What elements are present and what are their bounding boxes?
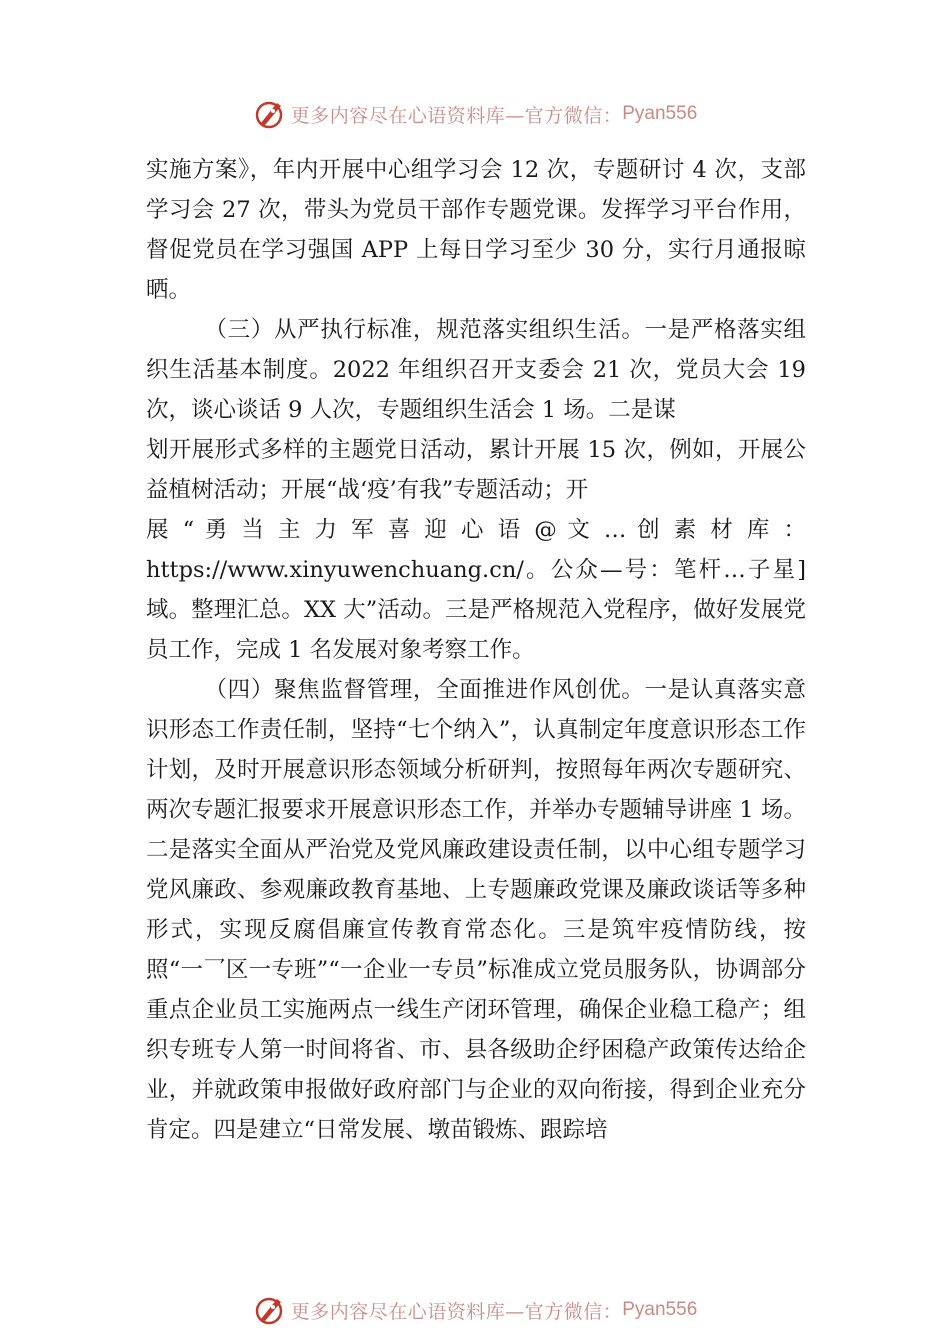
footer-brand-text: 更多内容尽在心语资料库—官方微信： <box>290 1300 623 1323</box>
paragraph-4: 展 “ 勇 当 主 力 军 喜 迎 心 语 @ 文 … 创 素 材 库 ： <box>146 517 806 543</box>
footer-watermark <box>0 1290 950 1330</box>
footer-wechat-id: Pyan556 <box>622 1299 698 1320</box>
pen-nib-circle-icon <box>253 97 287 131</box>
paragraph-6: （四）聚焦监督管理，全面推进作风创优。一是认真落实意识形态工作责任制，坚持“七个纳入”，认真制定年度意识形态工作计划，及时开展意识形态领域分析研判，按照每年两次专题研究、两次专题汇报要求开展意识形态工作，并举办专题辅导讲座 1 场。二是落实全面从严治党及党风廉政建设责任制，以中心组专题学习党风廉政、参观廉政教育基地、上专题廉政党课及廉政谈话等多种形式，实现反腐倡廉宣传教育常态化。三是筑牢疫情防线，按照“一⺂区一专班”“一企业一专员”标准成立党员服务队，协调部分重点企业员工实施两点一线生产闭环管理，确保企业稳工稳产；组织专班专人第一时间将省、市、县各级助企纾困稳产政策传达给企业，并就政策申报做好政府部门与企业的双向衔接，得到企业充分肯定。四是建立“日常发展、墩苗锻炼、跟踪培 <box>146 677 806 1143</box>
header-wechat-id: Pyan556 <box>622 103 698 124</box>
paragraph-5: https://www.xinyuwenchuang.cn/。公众—号：笔杆…子星]域。整理汇总。XX 大”活动。三是严格规范入党程序，做好发展党员工作，完成 1 名发展对象考察工作。 <box>146 557 806 663</box>
document-body <box>146 150 806 1150</box>
paragraph-2: （三）从严执行标准，规范落实组织生活。一是严格落实组织生活基本制度。2022 年组织召开支委会 21 次，党员大会 19 次，谈心谈话 9 人次，专题组织生活会 1 场。二是谋 <box>146 317 806 423</box>
paragraph-1: 实施方案》，年内开展中心组学习会 12 次，专题研讨 4 次，支部学习会 27 次，带头为党员干部作专题党课。发挥学习平台作用，督促党员在学习强国 APP 上每日学习至少 30 分，实行月通报晾晒。 <box>146 157 806 303</box>
pen-nib-circle-icon <box>253 1293 287 1327</box>
header-watermark <box>0 94 950 134</box>
paragraph-3: 划开展形式多样的主题党日活动，累计开展 15 次，例如，开展公益植树活动；开展“战‘疫’有我”专题活动；开 <box>146 437 806 503</box>
header-brand-text: 更多内容尽在心语资料库—官方微信： <box>290 104 623 127</box>
